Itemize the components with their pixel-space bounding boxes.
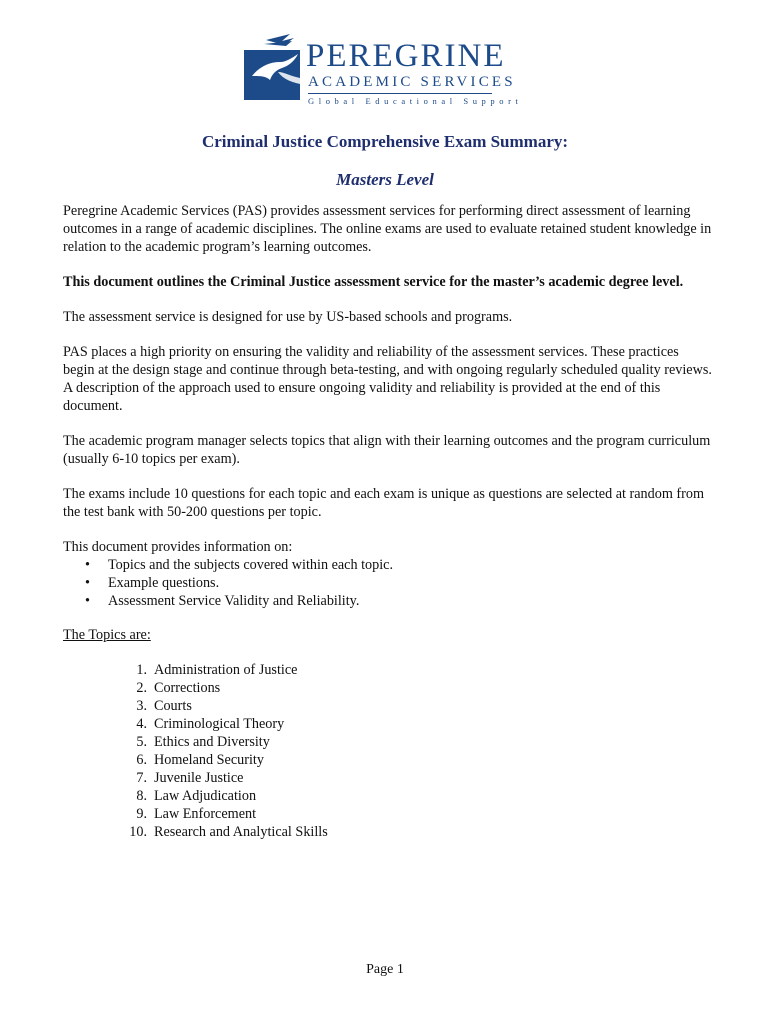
intro-paragraph: Peregrine Academic Services (PAS) provides assessment services for performing direct assessment of learning outcomes in a range of academic disciplines. The online exams are used to evaluate retained student knowledge in relation to the academic program’s learning outcomes. bbox=[63, 203, 712, 255]
info-intro: This document provides information on: bbox=[63, 539, 293, 555]
logo-tagline: Global Educational Support bbox=[308, 96, 523, 106]
topic-item: 10. Research and Analytical Skills bbox=[129, 824, 328, 840]
page-number: Page 1 bbox=[366, 962, 404, 977]
bullet-icon: • bbox=[85, 575, 90, 591]
topic-item: 8. Law Adjudication bbox=[136, 788, 257, 804]
exam-questions-paragraph: The exams include 10 questions for each topic and each exam is unique as questions are selected at random from the test bank with 50-200 questions per topic. bbox=[63, 486, 704, 520]
logo-name: PEREGRINE bbox=[306, 38, 506, 74]
logo-subtitle: ACADEMIC SERVICES bbox=[308, 74, 516, 90]
peregrine-bird-icon bbox=[242, 32, 302, 102]
topics-heading: The Topics are: bbox=[63, 627, 151, 643]
bullet-icon: • bbox=[85, 557, 90, 573]
topics-list bbox=[63, 661, 713, 841]
topic-selection-paragraph: The academic program manager selects topics that align with their learning outcomes and the program curriculum (usually 6-10 topics per exam). bbox=[63, 433, 711, 467]
peregrine-logo bbox=[242, 30, 523, 106]
list-item: • Assessment Service Validity and Reliability. bbox=[85, 593, 360, 609]
info-list bbox=[63, 556, 713, 610]
validity-paragraph: PAS places a high priority on ensuring the validity and reliability of the assessment services. These practices begin at the design stage and continue through beta-testing, and with ongoing regularly scheduled quality reviews. A description of the approach used to ensure ongoing validity and reliability is provided at the end of this document. bbox=[63, 344, 712, 414]
topic-item: 6. Homeland Security bbox=[136, 752, 264, 768]
document-body bbox=[63, 202, 713, 841]
topic-item: 2. Corrections bbox=[136, 680, 221, 696]
topic-item: 4. Criminological Theory bbox=[136, 716, 285, 732]
topic-item: 5. Ethics and Diversity bbox=[136, 734, 270, 750]
topic-item: 7. Juvenile Justice bbox=[136, 770, 244, 786]
logo-divider bbox=[308, 93, 492, 94]
list-item: • Topics and the subjects covered within each topic. bbox=[85, 557, 394, 573]
designed-for-paragraph: The assessment service is designed for use by US-based schools and programs. bbox=[63, 309, 513, 325]
topic-item: 3. Courts bbox=[136, 698, 192, 714]
list-item: • Example questions. bbox=[85, 575, 220, 591]
bullet-icon: • bbox=[85, 593, 90, 609]
document-title: Criminal Justice Comprehensive Exam Summary: bbox=[201, 132, 569, 151]
document-subtitle: Masters Level bbox=[336, 170, 434, 189]
outline-paragraph: This document outlines the Criminal Justice assessment service for the master’s academic degree level. bbox=[63, 274, 684, 290]
topic-item: 1. Administration of Justice bbox=[136, 662, 298, 678]
topic-item: 9. Law Enforcement bbox=[136, 806, 257, 822]
